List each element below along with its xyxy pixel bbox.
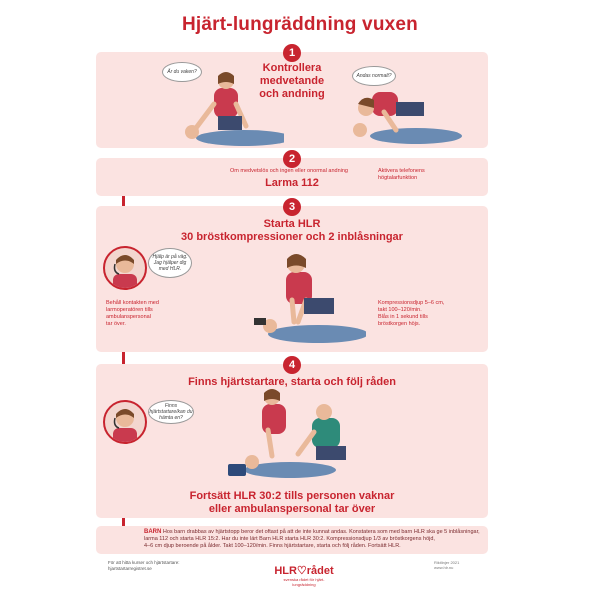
step-3-heading — [162, 218, 422, 244]
illustration-check-breathing — [326, 82, 466, 148]
poster — [96, 0, 504, 600]
step-3-heading-line1: Starta HLR — [263, 218, 321, 230]
step-2-side-line2: högtalarfunktion — [378, 175, 418, 181]
step-3-left-line1: Behåll kontakten med — [106, 300, 159, 306]
child-info-text — [144, 529, 484, 550]
speech-bubble-help-coming: Hjälp är på väg. Jag hjälper dig med HLR. — [148, 248, 192, 278]
page-title: Hjärt-lungräddning vuxen — [182, 14, 418, 35]
step-4-bottom-line2: eller ambulanspersonal tar över — [208, 503, 376, 515]
footer-right — [434, 560, 459, 570]
footer-left-link[interactable]: hjartstartarregistret.se — [108, 566, 152, 571]
step-3-right-line2: takt 100–120/min. — [378, 307, 422, 313]
step-4-panel — [96, 359, 488, 518]
step-3-left-line2: larmoperatören tills — [106, 307, 153, 313]
step-3-heading-line2: 30 bröstkompressioner och 2 inblåsningar — [181, 231, 403, 243]
footer-left — [108, 560, 180, 572]
step-2-heading: Larma 112 — [265, 177, 319, 189]
child-info-line1: Hos barn drabbas av hjärtstopp beror det oftast på att de inte kunnat andas. Konstatera som med barn HLR ska ge 5 inblåsningar, — [162, 529, 480, 535]
step-3-right-text — [378, 300, 478, 328]
step-3-right-line1: Kompressionsdjup 5–6 cm, — [378, 300, 445, 306]
step-3-left-line3: ambulanspersonal — [106, 314, 151, 320]
dispatcher-portrait-step3 — [103, 246, 147, 290]
step-4-bottom-text — [162, 490, 422, 516]
step-2-number: 2 — [283, 150, 301, 168]
child-label: BARN — [144, 529, 162, 535]
step-1-number: 1 — [283, 44, 301, 62]
step-4-bottom-line1: Fortsätt HLR 30:2 tills personen vaknar — [189, 490, 395, 502]
logo-text: HLR♡rådet — [274, 565, 334, 577]
child-info-panel — [96, 526, 488, 554]
speech-bubble-breathing: Andas normalt? — [352, 66, 396, 86]
step-1-heading-line2: och andning — [259, 88, 325, 100]
step-2-side-text — [378, 168, 458, 182]
step-3-left-text — [106, 300, 196, 328]
hlr-logo — [274, 564, 334, 587]
step-4-heading: Finns hjärtstartare, starta och följ råden — [188, 376, 396, 388]
step-1-heading-line1: Kontrollera medvetande — [259, 62, 325, 87]
step-2-condition-text: Om medvetslös och ingen eller onormal andning — [229, 168, 348, 174]
child-info-line2: larma 112 och starta HLR 15:2. Har du inte lärt Barn HLR starta HLR 30:2. Kompressionsdjup 1/3 av bröstkorgens höjd, — [144, 536, 435, 542]
step-3-left-line4: tar över. — [106, 321, 126, 327]
illustration-chest-compressions — [246, 252, 366, 348]
step-2-side-line1: Aktivera telefonens — [378, 168, 425, 174]
illustration-defibrillator — [228, 388, 368, 484]
speech-bubble-defibrillator: Finns hjärtstartare/kan du hämta en? — [148, 400, 194, 424]
dispatcher-icon — [105, 402, 145, 442]
dispatcher-portrait-step4 — [103, 400, 147, 444]
step-1-panel — [96, 47, 488, 148]
step-2-panel — [96, 153, 488, 196]
illustration-check-consciousness — [174, 70, 284, 150]
child-info-line3: 4–6 cm djup beroende på ålder. Takt 100–120/min. Finns hjärtstartare, starta och följ råden. Fortsätt HLR. — [144, 543, 401, 549]
step-3-number: 3 — [283, 198, 301, 216]
footer-right-line1: Riktlinjer 2021 — [434, 560, 460, 565]
logo-subtitle: svenska rådet för hjärt-lungräddning — [283, 577, 325, 587]
footer-right-link[interactable]: www.hlr.nu — [434, 565, 454, 570]
footer-left-line1: För att hitta kurser och hjärtstartare: — [108, 560, 180, 565]
dispatcher-icon — [105, 248, 145, 288]
step-3-right-line3: Blås in 1 sekund tills — [378, 314, 428, 320]
step-3-right-line4: bröstkorgen höjs. — [378, 321, 421, 327]
step-4-number: 4 — [283, 356, 301, 374]
step-3-panel — [96, 201, 488, 352]
speech-bubble-awake: Är du vaken? — [162, 62, 202, 82]
